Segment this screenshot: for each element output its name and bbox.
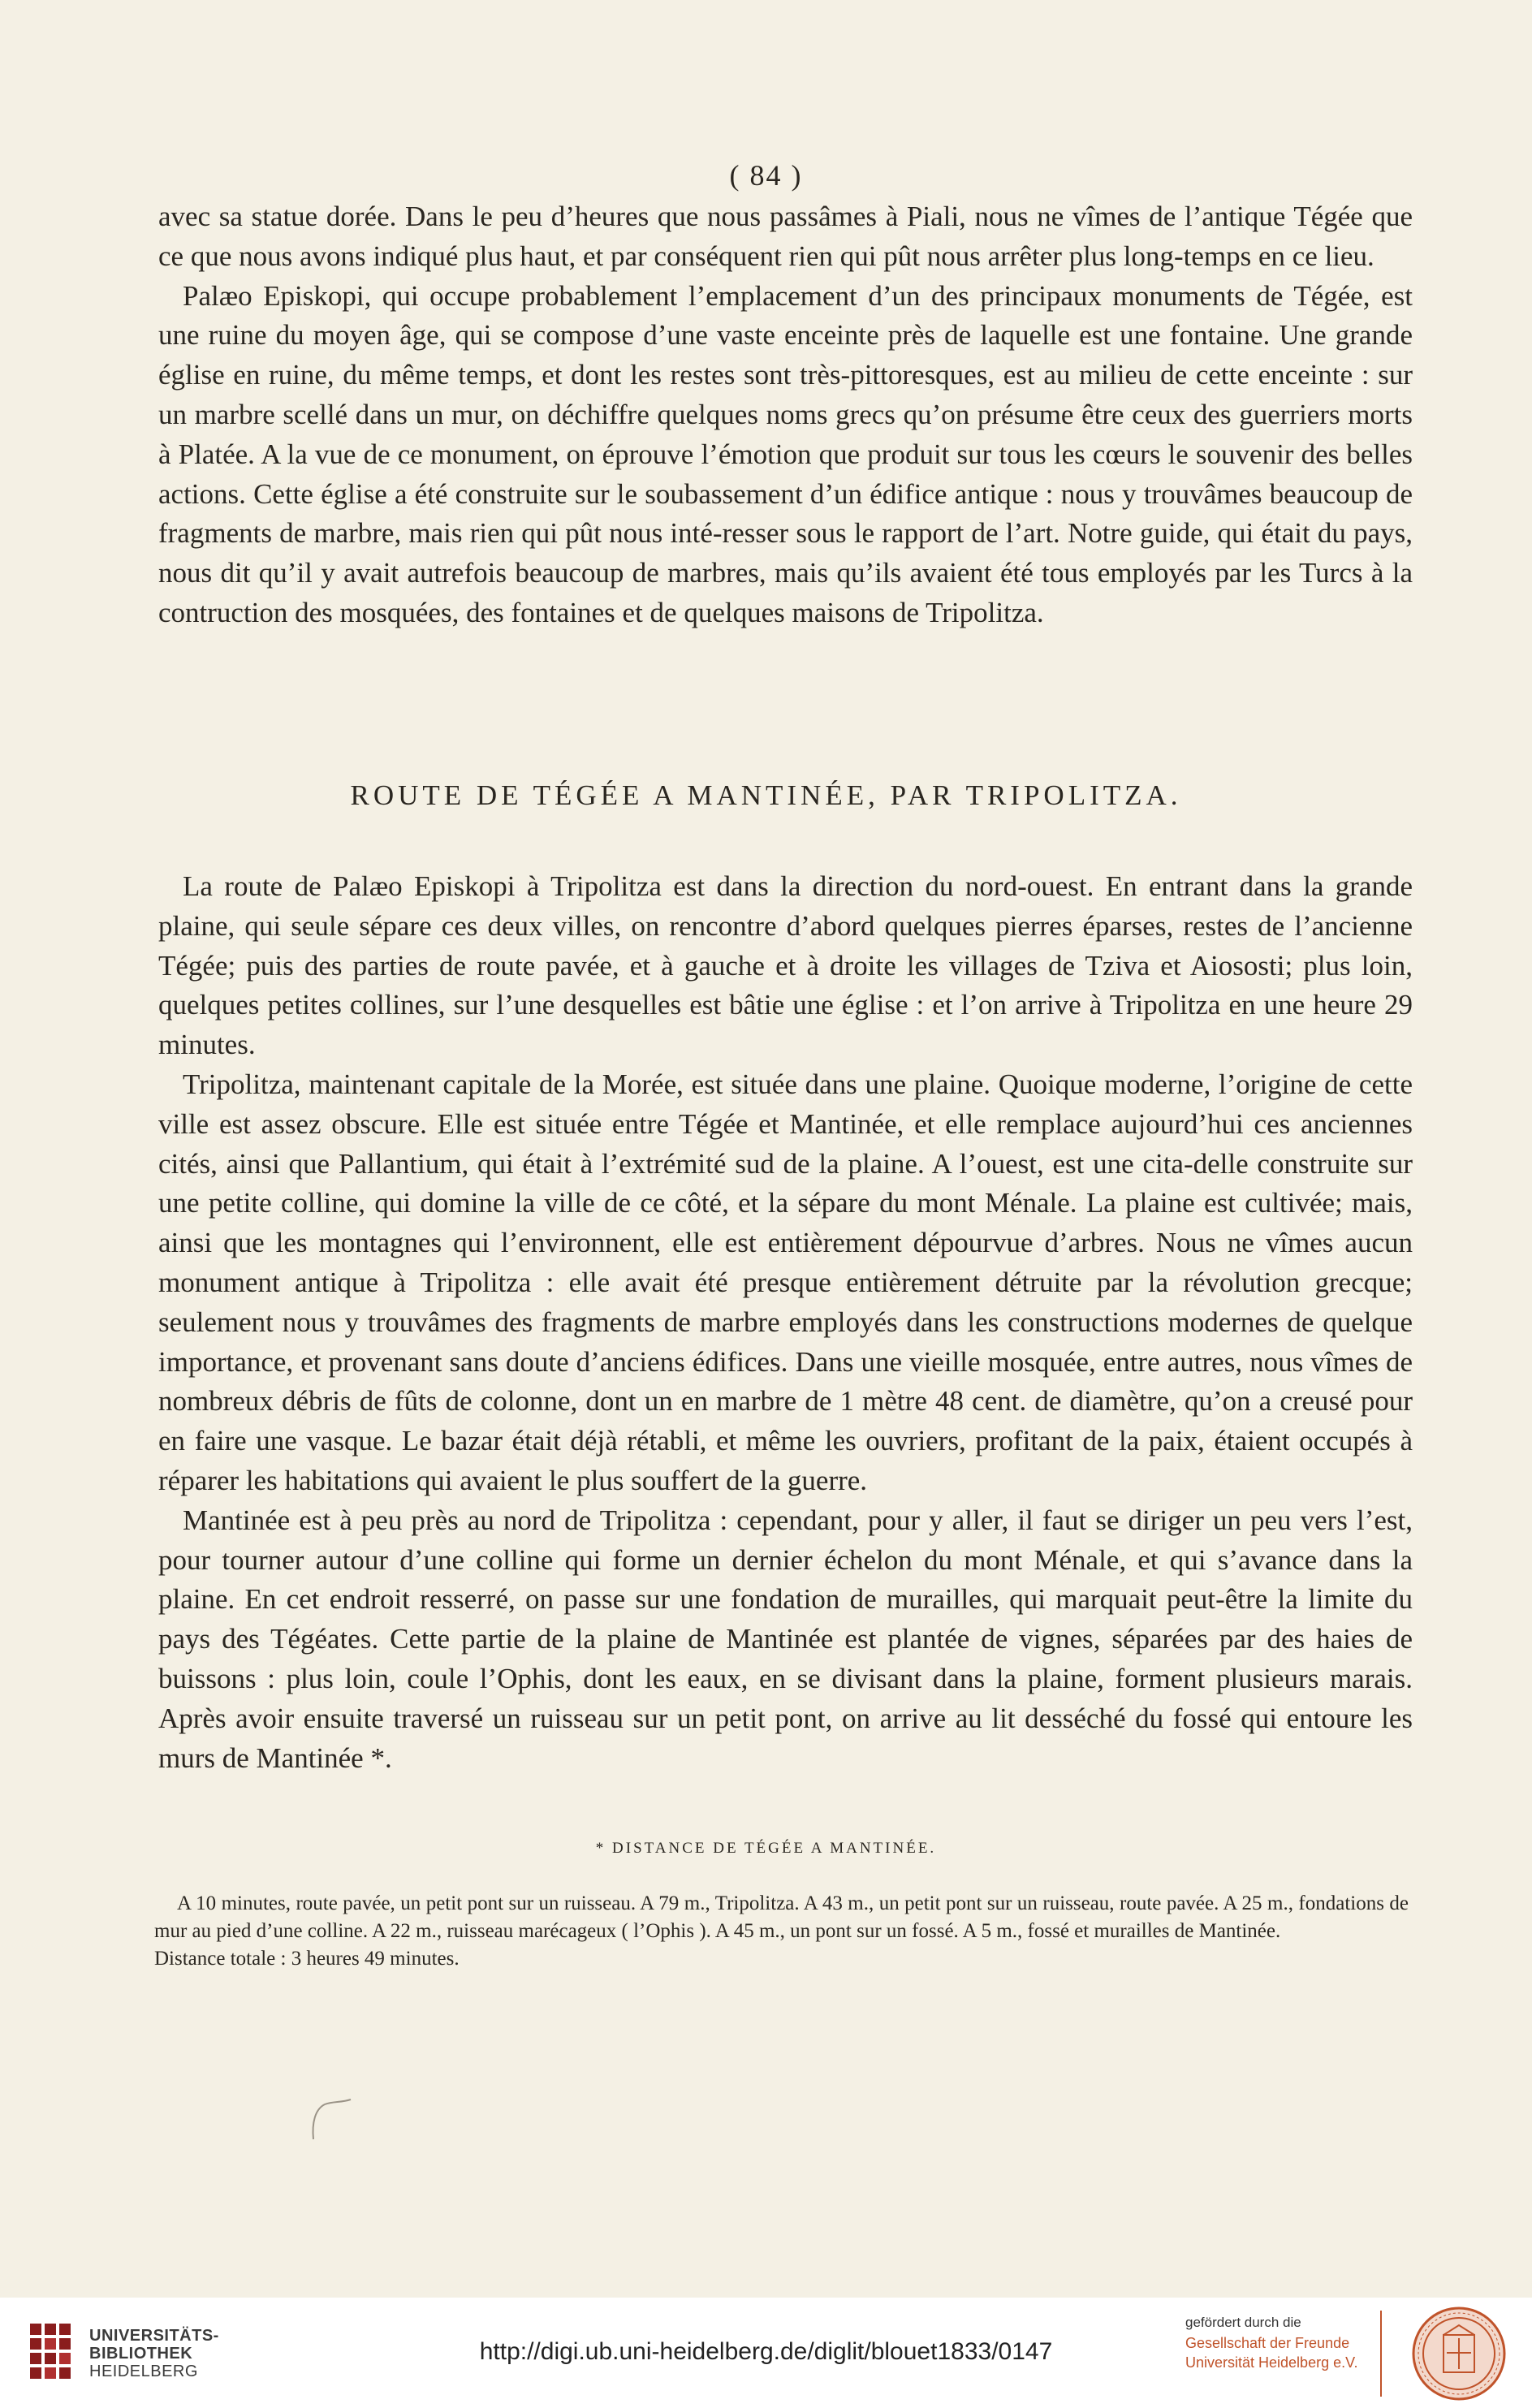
footnote-line-2: Distance totale : 3 heures 49 minutes. bbox=[154, 1948, 460, 1970]
section-heading: ROUTE DE TÉGÉE A MANTINÉE, PAR TRIPOLITZA. bbox=[350, 779, 1182, 811]
sponsor-block bbox=[1185, 2312, 1372, 2372]
intro-paragraph-2: Palæo Episkopi, qui occupe probablement l’emplacement d’un des principaux monuments de Tégée, est une ruine du moyen âge, qui se compose d’une vaste enceinte près de laquelle est une fontaine. Une grande église en ruine, du même temps, et dont les restes sont très-pittoresques, est au milieu de cette enceinte : sur un marbre scellé dans un mur, on déchiffre quelques noms grecs qu’on présume être ceux des guerriers morts à Platée. A la vue de ce monument, on éprouve l’émotion que produit sur tous les cœurs le souvenir des belles actions. Cette église a été construite sur le soubassement d’un édifice antique : nous y trouvâmes beaucoup de fragments de marbre, mais rien qui pût nous inté-resser sous le rapport de l’art. Notre guide, qui était du pays, nous dit qu’il y avait autrefois beaucoup de marbres, mais qu’ils avaient été tous employés par les Turcs à la contruction des mosquées, des fontaines et de quelques maisons de Tripolitza. bbox=[158, 279, 1413, 628]
library-name: UNIVERSITÄTS- BIBLIOTHEK HEIDELBERG bbox=[89, 2327, 219, 2380]
footnote-title: * DISTANCE DE TÉGÉE A MANTINÉE. bbox=[595, 1840, 937, 1857]
footer-divider bbox=[1380, 2311, 1382, 2397]
route-paragraph-1: La route de Palæo Episkopi à Tripolitza est dans la direction du nord-ouest. En entrant dans la grande plaine, qui seule sépare ces deux villes, on rencontre d’abord quelques pierres éparses, restes de l’ancienne Tégée; puis des parties de route pavée, et à gauche et à droite les villages de Tziva et Aiososti; plus loin, quelques petites collines, sur l’une desquelles est bâtie une église : et l’on arrive à Tripolitza en une heure 29 minutes. bbox=[158, 870, 1413, 1061]
university-seal-icon bbox=[1411, 2306, 1507, 2402]
intro-paragraph-1: avec sa statue dorée. Dans le peu d’heures que nous passâmes à Piali, nous ne vîmes de l’antique Tégée que ce que nous avons indiqué plus haut, et par conséquent rien qui pût nous arrêter plus long-temps en ce lieu. bbox=[158, 201, 1413, 272]
page-number: ( 84 ) bbox=[729, 159, 803, 192]
route-text bbox=[158, 867, 1413, 1778]
route-paragraph-3: Mantinée est à peu près au nord de Tripolitza : cependant, pour y aller, il faut se diriger un peu vers l’est, pour tourner autour d’une colline qui forme un dernier échelon du mont Ménale, et qui s’avance dans la plaine. En cet endroit resserré, on passe sur une fondation de murailles, qui marquait peut-être la limite du pays des Tégéates. Cette partie de la plaine de Mantinée est plantée de vignes, séparées par des haies de buissons : plus loin, coule l’Ophis, dont les eaux, en se divisant dans la plaine, forment plusieurs marais. Après avoir ensuite traversé un ruisseau sur un petit pont, on arrive au lit desséché du fossé qui entoure les murs de Mantinée *. bbox=[158, 1504, 1413, 1774]
footnote-line-1: A 10 minutes, route pavée, un petit pont sur un ruisseau. A 79 m., Tripolitza. A 43 m., un petit pont sur un ruisseau, route pavée. A 25 m., fondations de mur au pied d’une colline. A 22 m., ruisseau marécageux ( l’Ophis ). A 45 m., un pont sur un fossé. A 5 m., fossé et murailles de Mantinée. bbox=[154, 1892, 1409, 1942]
route-paragraph-2: Tripolitza, maintenant capitale de la Morée, est située dans une plaine. Quoique moderne, l’origine de cette ville est assez obscure. Elle est située entre Tégée et Mantinée, et elle remplace aujourd’hui ces anciennes cités, ainsi que Pallantium, qui était à l’extrémité sud de la plaine. A l’ouest, est une cita-delle construite sur une petite colline, qui domine la ville de ce côté, et la sépare du mont Ménale. La plaine est cultivée; mais, ainsi que les montagnes qui l’environnent, elle est entièrement dépourvue d’arbres. Nous ne vîmes aucun monument antique à Tripolitza : elle avait été presque entièrement détruite par la révolution grecque; seulement nous y trouvâmes des fragments de marbre employés dans les constructions modernes de quelque importance, et provenant sans doute d’anciens édifices. Dans une vieille mosquée, entre autres, nous vîmes de nombreux débris de fûts de colonne, dont un en marbre de 1 mètre 48 cent. de diamètre, qu’on a creusé pour en faire une vasque. Le bazar était déjà rétabli, et même les ouvriers, profitant de la paix, étaient occupés à réparer les habitations qui avaient le plus souffert de la guerre. bbox=[158, 1068, 1413, 1496]
footer-bar bbox=[0, 2298, 1532, 2408]
sponsor-org-line1: Gesellschaft der Freunde bbox=[1185, 2335, 1350, 2351]
footnote bbox=[154, 1890, 1409, 1973]
sponsor-org-line2: Universität Heidelberg e.V. bbox=[1185, 2354, 1358, 2371]
sponsor-label: gefördert durch die bbox=[1185, 2315, 1301, 2330]
intro-text bbox=[158, 197, 1413, 633]
source-url-link[interactable]: http://digi.ub.uni-heidelberg.de/diglit/blouet1833/0147 bbox=[479, 2338, 1053, 2365]
pencil-mark bbox=[309, 2095, 357, 2143]
